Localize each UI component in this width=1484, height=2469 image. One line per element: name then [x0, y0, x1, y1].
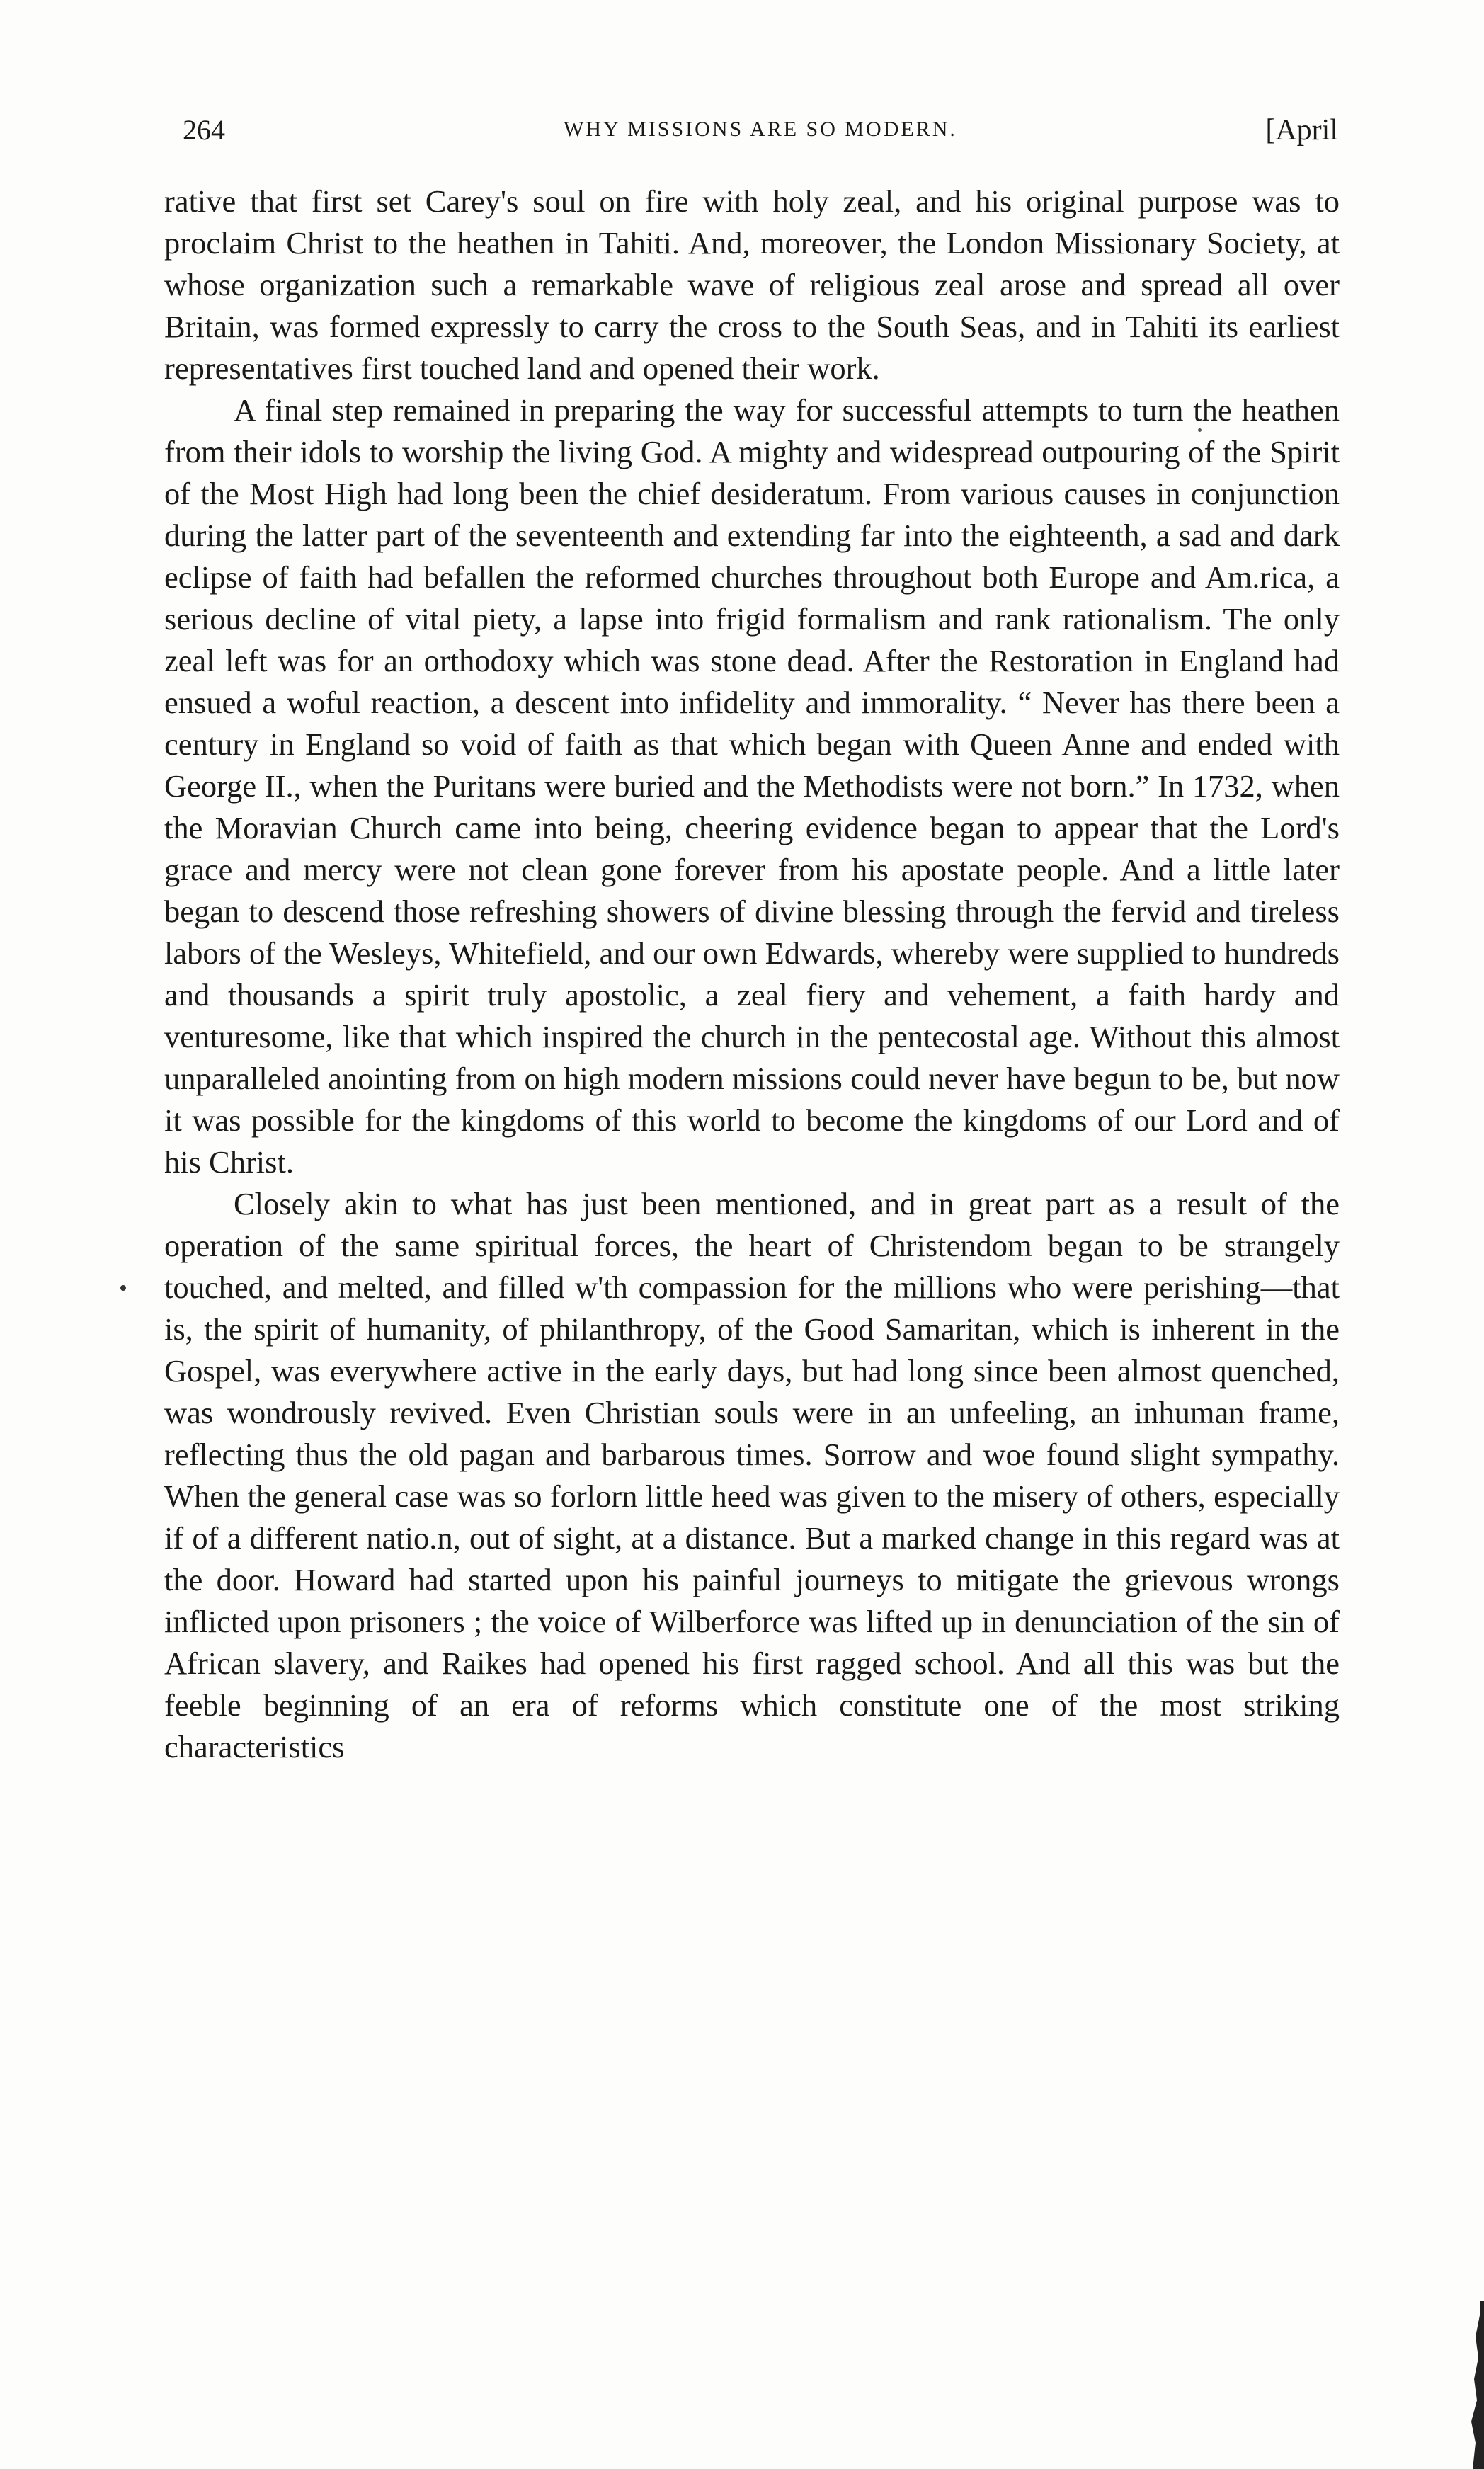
paragraph-1: rative that first set Carey's soul on fire with holy zeal, and his original purpose was to proclaim Christ to the heathen in Tahiti. And, moreover, the London Missionary Society, at whose organization such a remarkable wave of religious zeal arose and spread all over Britain, was formed expressly to carry the cross to the South Seas, and in Tahiti its earliest representatives first touched land and opened their work.	[164, 183, 1340, 386]
paragraph-3: Closely akin to what has just been mentioned, and in great part as a result of the operation of the same spiritual forces, the heart of Christendom began to be strangely touched, and melted, and filled w'th compassion for the millions who were perishing—that is, the spirit of humanity, of philanthropy, of the Good Samaritan, which is inherent in the Gospel, was everywhere active in the early days, but had long since been almost quenched, was wondrously revived. Even Christian souls were in an unfeeling, an inhuman frame, reflecting thus the old pagan and barbarous times. Sorrow and woe found slight sympathy. When the general case was so forlorn little heed was given to the misery of others, especially if of a different natio.n, out of sight, at a distance. But a marked change in this regard was at the door. Howard had started upon his painful journeys to mitigate the grievous wrongs inflicted upon prisoners ; the voice of Wilberforce was lifted up in denunciation of the sin of African slavery, and Raikes had opened his first ragged school. And all this was but the feeble beginning of an era of reforms which constitute one of the most striking characteristics	[164, 1186, 1340, 1764]
running-head	[183, 113, 1338, 156]
print-speck	[120, 1285, 126, 1291]
running-month: [April	[1265, 114, 1338, 147]
body-text	[164, 181, 1340, 1768]
paragraph-2: A final step remained in preparing the way for successful attempts to turn the heathen from their idols to worship the living God. A mighty and widespread outpouring of the Spirit of the Most High had long been the chief desideratum. From various causes in conjunction during the latter part of the seventeenth and extending far into the eighteenth, a sad and dark eclipse of faith had befallen the reformed churches throughout both Europe and Am.rica, a serious decline of vital piety, a lapse into frigid formalism and rank rationalism. The only zeal left was for an orthodoxy which was stone dead. After the Restoration in England had ensued a woful reaction, a descent into infidelity and immorality. “ Never has there been a century in England so void of faith as that which began with Queen Anne and ended with George II., when the Puritans were buried and the Methodists were not born.” In 1732, when the Moravian Church came into being, cheering evidence began to appear that the Lord's grace and mercy were not clean gone forever from his apostate people. And a little later began to descend those refreshing showers of divine blessing through the fervid and tireless labors of the Wesleys, Whitefield, and our own Edwards, whereby were supplied to hundreds and thousands a spirit truly apostolic, a zeal fiery and vehement, a faith hardy and venturesome, like that which inspired the church in the pentecostal age. Without this almost unparalleled anointing from on high modern missions could never have begun to be, but now it was possible for the kingdoms of this world to become the kingdoms of our Lord and of his Christ.	[164, 392, 1340, 1180]
running-title: WHY MISSIONS ARE SO MODERN.	[564, 118, 957, 141]
page-edge-scan-artifact	[1466, 2301, 1484, 2469]
page-number: 264	[183, 114, 225, 146]
print-speck	[1198, 428, 1202, 432]
